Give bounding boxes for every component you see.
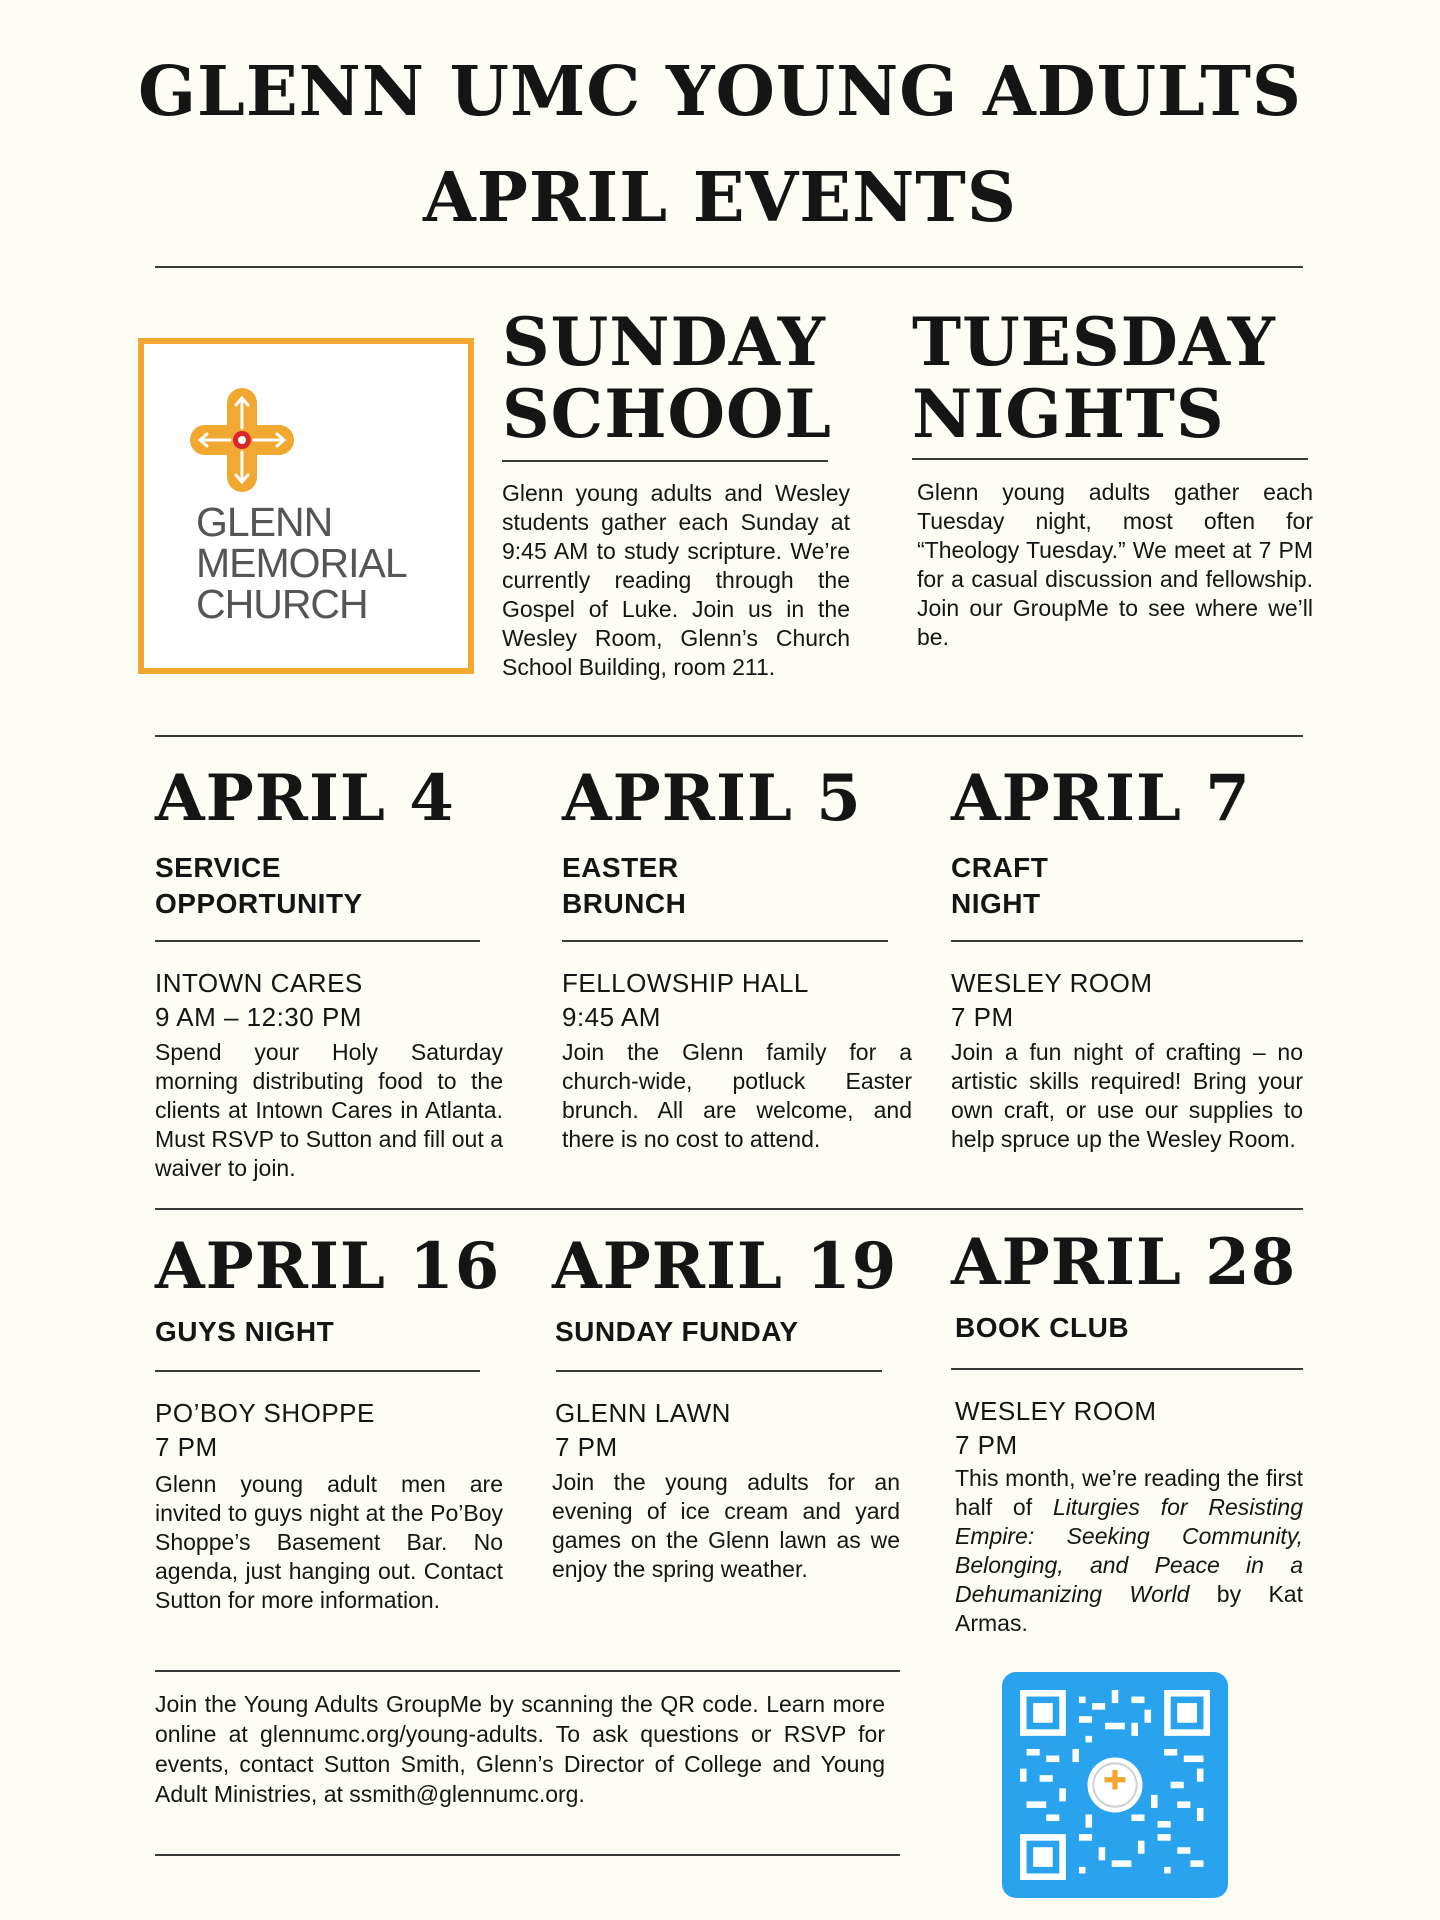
event-description: Spend your Holy Saturday morning distributing food to the clients at Intown Cares in Atlanta. Must RSVP to Sutton and fill out a waiver to join. [155, 1039, 503, 1181]
page-subtitle: APRIL EVENTS [423, 158, 1017, 238]
event-date: APRIL 16 [155, 1229, 501, 1304]
event-name: GUYS NIGHT [155, 1316, 335, 1347]
divider [155, 266, 1303, 268]
event-name: SERVICE OPPORTUNITY [155, 852, 363, 919]
event-date: APRIL 5 [562, 761, 862, 836]
event-description: Join a fun night of crafting – no artistic skills required! Bring your own craft, or use our supplies to help spruce up the Wesley Room. [951, 1039, 1303, 1152]
event-name: EASTER BRUNCH [562, 852, 687, 919]
tuesday-nights-description: Glenn young adults gather each Tuesday night, most often for “Theology Tuesday.” We meet at 7 PM for a casual discussion and fellowship. Join our GroupMe to see where we’ll be. [917, 479, 1313, 650]
divider [155, 940, 480, 942]
divider [556, 1370, 882, 1372]
event-name: CRAFT NIGHT [951, 852, 1049, 919]
divider [155, 735, 1303, 737]
groupme-qr-code[interactable] [1002, 1672, 1228, 1898]
event-time: 7 PM [155, 1432, 218, 1462]
event-location: WESLEY ROOM [951, 968, 1153, 998]
divider [951, 940, 1303, 942]
event-date: APRIL 28 [951, 1225, 1297, 1300]
divider [155, 1208, 1303, 1210]
event-card [155, 1229, 505, 1615]
church-logo [138, 338, 474, 674]
event-description: This month, we’re reading the first half of Liturgies for Resisting Empire: Seeking Community, Belonging, and Peace in a Dehumanizing World by Kat Armas. [955, 1465, 1304, 1636]
event-date: APRIL 19 [552, 1229, 898, 1304]
event-date: APRIL 4 [155, 761, 455, 836]
event-location: WESLEY ROOM [955, 1396, 1157, 1426]
event-description: Glenn young adult men are invited to guys night at the Po’Boy Shoppe’s Basement Bar. No agenda, just hanging out. Contact Sutton for more information. [155, 1471, 503, 1613]
event-description: Join the young adults for an evening of ice cream and yard games on the Glenn lawn as we enjoy the spring weather. [552, 1469, 900, 1582]
event-description: Join the Glenn family for a church-wide, potluck Easter brunch. All are welcome, and there is no cost to attend. [562, 1039, 912, 1152]
event-card [562, 761, 912, 1154]
event-location: GLENN LAWN [555, 1398, 731, 1428]
event-time: 7 PM [555, 1432, 618, 1462]
event-location: PO’BOY SHOPPE [155, 1398, 375, 1428]
divider [155, 1370, 480, 1372]
event-time: 9 AM – 12:30 PM [155, 1002, 362, 1032]
qr-code-icon [1020, 1690, 1210, 1880]
divider [502, 460, 828, 462]
book-title: Liturgies for Resisting Empire: Seeking Community, Belonging, and Peace in a Dehumanizing World [955, 1494, 1304, 1607]
event-location: INTOWN CARES [155, 968, 363, 998]
cross-icon [182, 380, 302, 500]
event-name: BOOK CLUB [955, 1312, 1130, 1343]
event-time: 9:45 AM [562, 1002, 661, 1032]
event-card [552, 1229, 902, 1584]
divider [951, 1368, 1303, 1370]
event-location: FELLOWSHIP HALL [562, 968, 809, 998]
event-card [155, 761, 505, 1183]
page-title: GLENN UMC YOUNG ADULTS [137, 52, 1303, 132]
divider [912, 458, 1308, 460]
event-card [951, 761, 1303, 1154]
footer-text: Join the Young Adults GroupMe by scanning the QR code. Learn more online at glennumc.org/young-adults. To ask questions or RSVP for events, contact Sutton Smith, Glenn’s Director of College and Young Adult Ministries, at ssmith@glennumc.org. [155, 1691, 885, 1807]
event-date: APRIL 7 [951, 761, 1251, 836]
divider [155, 1670, 900, 1672]
sunday-school-description: Glenn young adults and Wesley students gather each Sunday at 9:45 AM to study scripture. We’re currently reading through the Gospel of Luke. Join us in the Wesley Room, Glenn’s Church School Building, room 211. [502, 480, 850, 680]
divider [562, 940, 888, 942]
sunday-school-heading: SUNDAY SCHOOL [502, 303, 832, 453]
tuesday-nights-heading: TUESDAY NIGHTS [912, 303, 1276, 453]
logo-text: GLENN MEMORIAL CHURCH [196, 499, 407, 627]
event-name: SUNDAY FUNDAY [555, 1316, 799, 1347]
divider [155, 1854, 900, 1856]
event-card [951, 1225, 1304, 1638]
event-time: 7 PM [951, 1002, 1014, 1032]
event-time: 7 PM [955, 1430, 1018, 1460]
